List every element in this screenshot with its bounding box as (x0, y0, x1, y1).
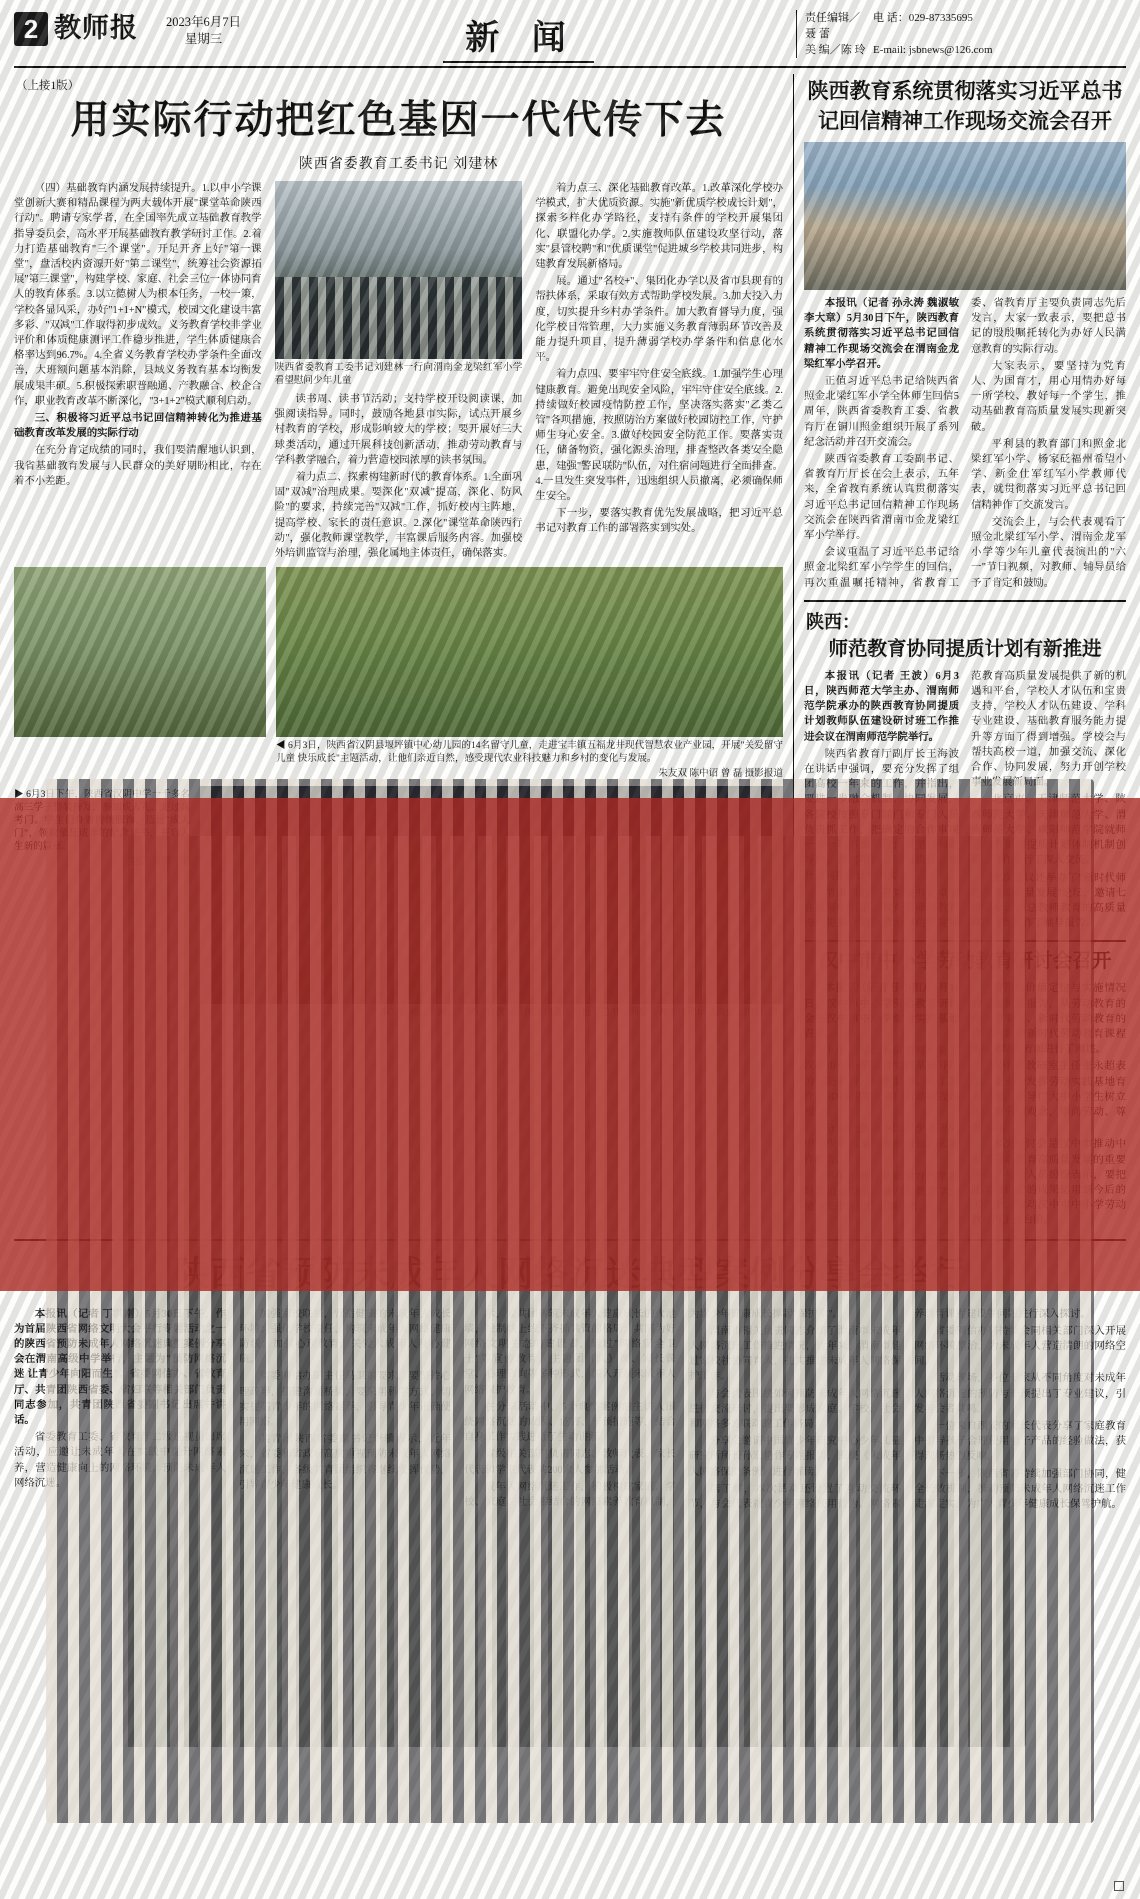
kids-farm-photo-image (276, 567, 783, 737)
photo-row-kids (14, 567, 783, 780)
figure-kids (276, 567, 783, 780)
page-content (14, 74, 1126, 1229)
page-corner-mark (1114, 1881, 1124, 1891)
